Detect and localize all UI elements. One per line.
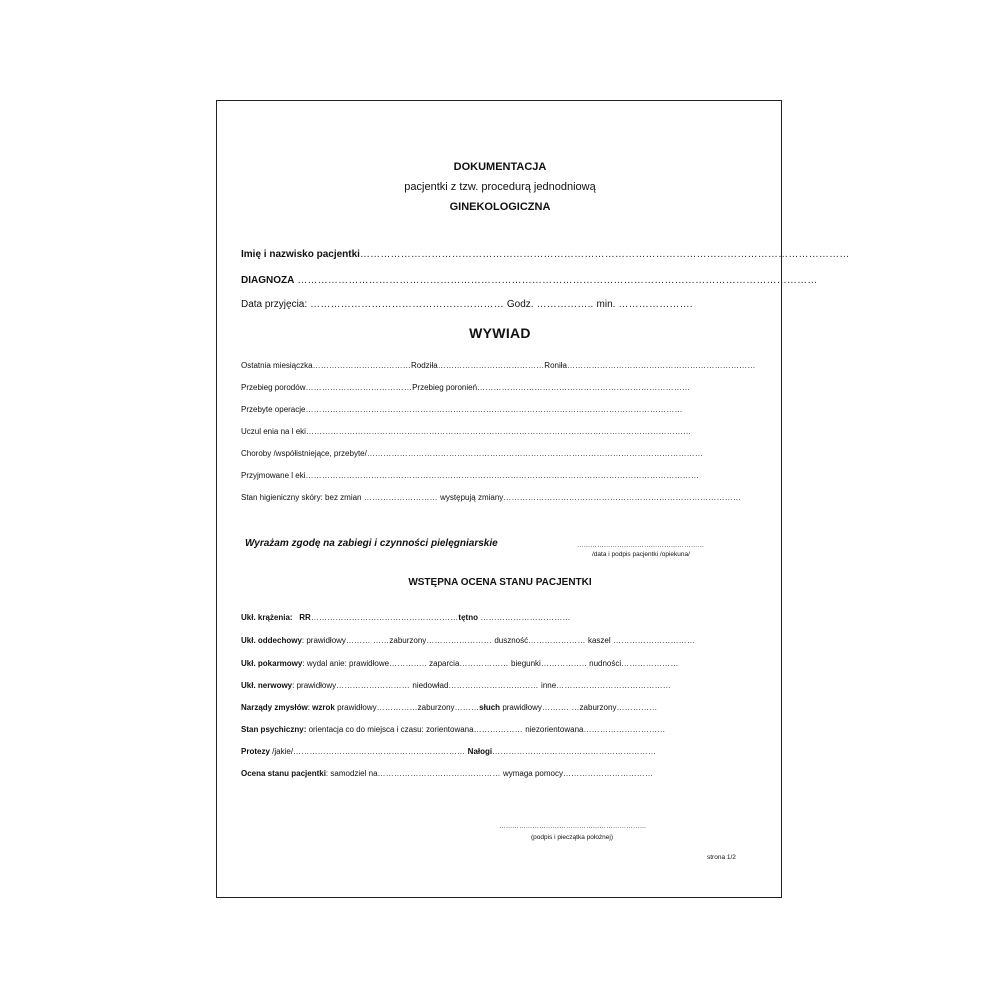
nervous-label: Ukł. nerwowy	[241, 681, 293, 690]
skin-label: Stan higieniczny skóry: bez zmian	[241, 493, 362, 502]
hour-label: Godz.	[506, 299, 534, 310]
diagnosis-label: DIAGNOZA	[241, 275, 295, 286]
last-menstruation-label: Ostatnia miesiączka	[241, 361, 313, 370]
addictions-label: Nałogi	[467, 747, 493, 756]
circulation-label: Ukł. krążenia:	[241, 613, 293, 622]
admission-row[interactable]: Data przyjęcia: ………………………………………………… Godz. …………….. min. ………………….	[241, 299, 693, 310]
interview-title: WYWIAD	[469, 325, 531, 341]
admission-label: Data przyjęcia:	[241, 299, 308, 310]
consent-signature-line[interactable]: …………………………………………………	[577, 542, 705, 549]
allergies-label: Uczul enia na l eki	[241, 427, 306, 436]
operations-row[interactable]: Przebyte operacje…………………………………………………………………………………………………………………………	[241, 405, 683, 414]
diseases-label: Choroby /współistniejące, przebyte/	[241, 449, 367, 458]
condition-row[interactable]: Ocena stanu pacjentki: samodziel na……………………………………… wymaga pomocy……………………………	[241, 769, 654, 778]
condition-label: Ocena stanu pacjentki	[241, 769, 326, 778]
skin-row[interactable]: Stan higieniczny skóry: bez zmian ……………………… występują zmiany……………………………………………………………………………	[241, 493, 742, 502]
miscarriage-course-label: Przebieg poronień	[412, 383, 478, 392]
digestive-row[interactable]: Ukł. pokarmowy: wydal anie: prawidłowe………….. zaparcia……………… biegunki…………….. nudności…………………	[241, 659, 679, 668]
respiratory-label: Ukł. oddechowy	[241, 636, 302, 645]
senses-label: Narządy zmysłów	[241, 703, 308, 712]
menstruation-row[interactable]: Ostatnia miesiączka………………………………Rodziła…………………………………Roniła……………………………………………………………	[241, 361, 756, 370]
mental-row[interactable]: Stan psychiczny: orientacja co do miejsca i czasu: zorientowana……………… niezorientowana…………………………	[241, 725, 666, 734]
miscarriages-label: Roniła	[544, 361, 567, 370]
birth-course-label: Przebieg porodów	[241, 383, 306, 392]
diagnosis-row[interactable]: DIAGNOZA ………………………………………………………………………………………………………………………………………	[241, 275, 818, 286]
prosthesis-row[interactable]: Protezy /jakie/……………………………………………………… Nałogi……………………………………………………	[241, 747, 657, 756]
birth-course-row[interactable]: Przebieg porodów…………………………………Przebieg poronień……………………………………………………………………	[241, 383, 691, 392]
doc-subtitle: pacjentki z tzw. procedurą jednodniową	[404, 181, 596, 193]
patient-name-label: Imię i nazwisko pacjentki	[241, 249, 360, 260]
diseases-row[interactable]: Choroby /współistniejące, przebyte/……………………………………………………………………………………………………………	[241, 449, 704, 458]
senses-row[interactable]: Narządy zmysłów: wzrok prawidłowy……………zaburzony………słuch prawidłowy………. …zaburzony……………	[241, 703, 658, 712]
min-label: min.	[596, 299, 616, 310]
digestive-label: Ukł. pokarmowy	[241, 659, 303, 668]
doc-category: GINEKOLOGICZNA	[449, 201, 551, 213]
consent-caption: /data i podpis pacjentki /opiekuna/	[592, 551, 690, 558]
pulse-label: tętno	[458, 613, 478, 622]
patient-name-row[interactable]: Imię i nazwisko pacjentki………………………………………………………………………………………………………………………………	[241, 249, 850, 260]
doc-title: DOKUMENTACJA	[453, 161, 547, 173]
assessment-title: WSTĘPNA OCENA STANU PACJENTKI	[408, 577, 592, 588]
mental-label: Stan psychiczny:	[241, 725, 307, 734]
midwife-signature-line[interactable]: …………………………………………………………	[499, 823, 647, 830]
midwife-signature-caption: (podpis i pieczątka położnej)	[531, 834, 614, 841]
circulation-row[interactable]: Ukł. krążenia: RR………………………………………………tętno ……………………………	[241, 613, 571, 622]
skin-changes-label: występują zmiany	[440, 493, 504, 502]
operations-label: Przebyte operacje	[241, 405, 306, 414]
nervous-row[interactable]: Ukł. nerwowy: prawidłowy……………………… niedowład…………………………… inne……………………………………	[241, 681, 671, 690]
births-label: Rodziła	[411, 361, 438, 370]
rr-label: RR	[299, 613, 311, 622]
prosthesis-label: Protezy	[241, 747, 270, 756]
medications-row[interactable]: Przyjmowane l eki………………………………………………………………………………………………………………………………	[241, 471, 700, 480]
respiratory-row[interactable]: Ukł. oddechowy: prawidłowy……… ……zaburzony…………………… duszność………………… kaszel …………………………	[241, 636, 696, 645]
consent-text: Wyrażam zgodę na zabiegi i czynności pielęgniarskie	[245, 538, 498, 549]
page-number: strona 1/2	[707, 854, 736, 861]
medications-label: Przyjmowane l eki	[241, 471, 306, 480]
document-page	[216, 100, 850, 898]
allergies-row[interactable]: Uczul enia na l eki……………………………………………………………………………………………………………………………	[241, 427, 692, 436]
